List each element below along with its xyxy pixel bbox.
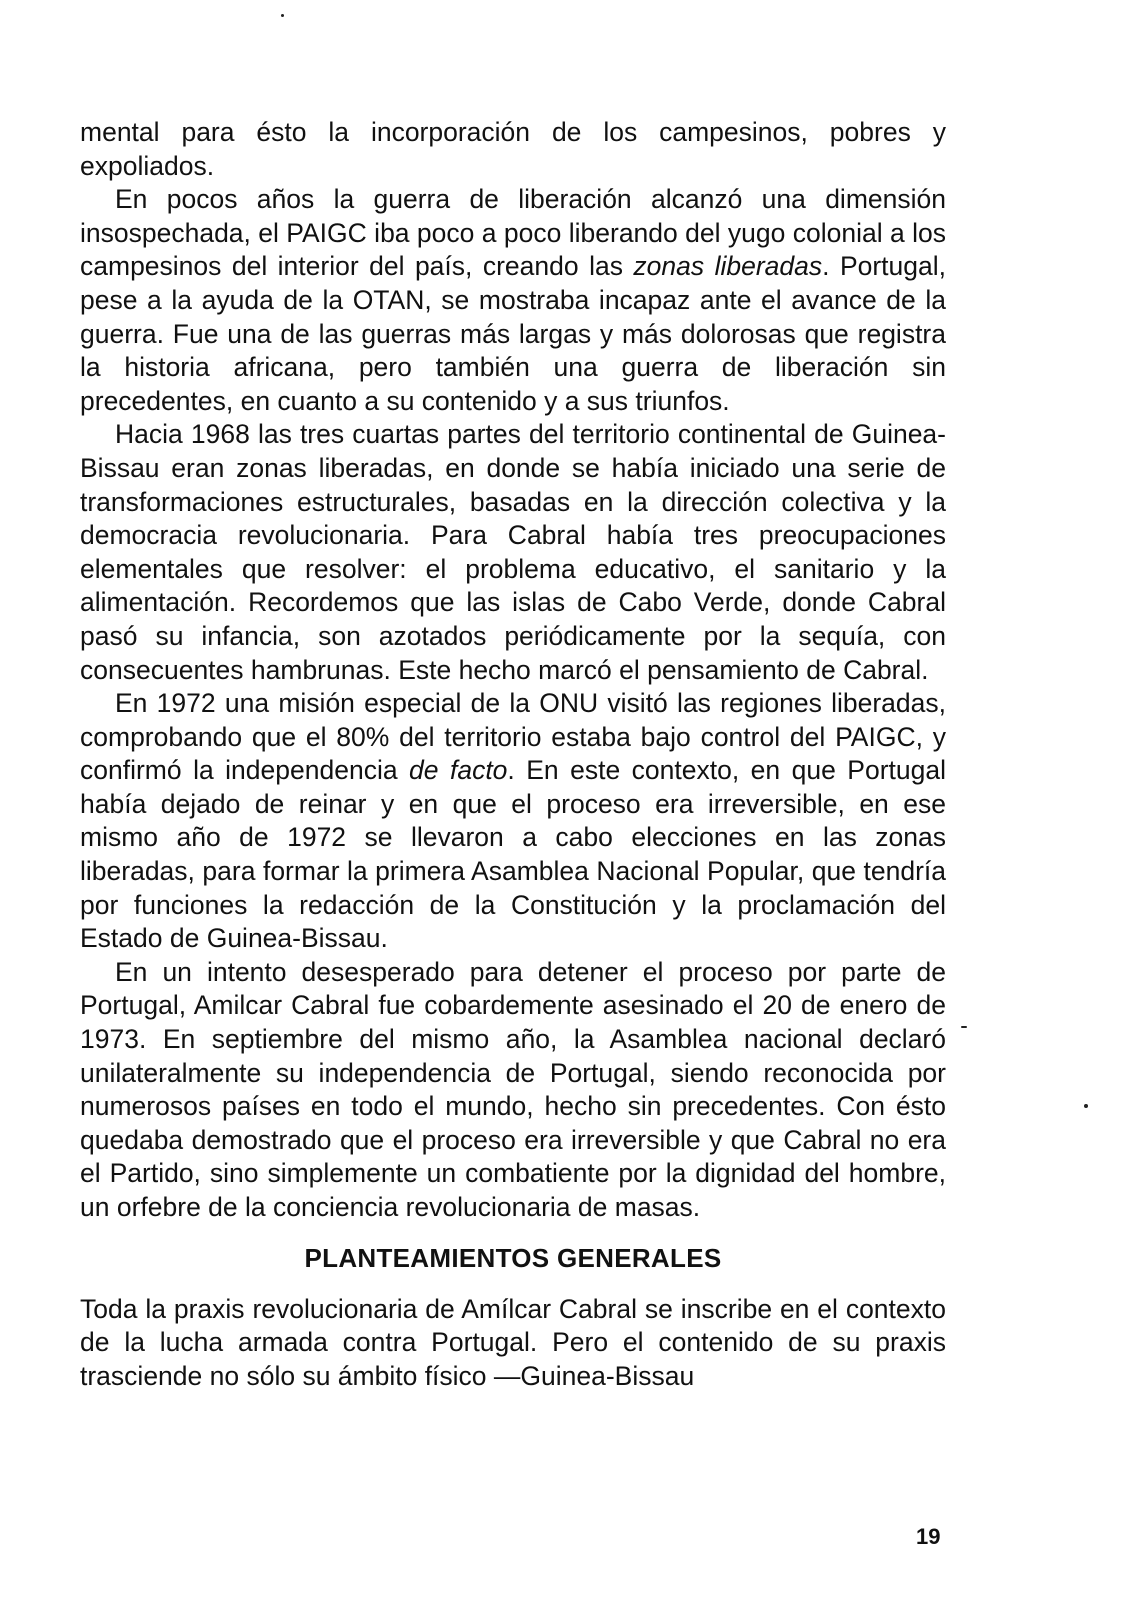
paragraph-4 — [80, 687, 946, 956]
paragraph-2-text-after: . Portugal, pese a la ayuda de la OTAN, se mostraba incapaz ante el avance de la guerra. Fue una de las guerras más largas y más dolorosas que registra la historia africana, pero también una guerra de liberación sin precedentes, en cuanto a su contenido y a sus triunfos. — [80, 251, 947, 416]
paragraph-after-heading-text: Toda la praxis revolucionaria de Amílcar Cabral se inscribe en el contexto de la lucha armada contra Portugal. Pero el contenido de su praxis trasciende no sólo su ámbito físico —Guinea-Bissau — [80, 1293, 946, 1391]
paragraph-2-emphasis: zonas liberadas — [633, 251, 823, 282]
scan-speck — [1084, 1104, 1088, 1108]
paragraph-3 — [80, 418, 946, 687]
scan-speck — [961, 1026, 967, 1028]
paragraph-1-text: mental para ésto la incorporación de los campesinos, pobres y expoliados. — [80, 117, 946, 181]
scan-speck — [281, 14, 284, 17]
paragraph-2 — [80, 183, 946, 418]
paragraph-1 — [80, 116, 946, 183]
paragraph-5-text: En un intento desesperado para detener el proceso por parte de Portugal, Amilcar Cabral fue cobardemente asesinado el 20 de enero de 1973. En septiembre del mismo año, la Asamblea nacional declaró unilateralmente su independencia de Portugal, siendo reconocida por numerosos países en todo el mundo, hecho sin precedentes. Con ésto quedaba demostrado que el proceso era irreversible y que Cabral no era el Partido, sino simplemente un combatiente por la dignidad del hombre, un orfebre de la conciencia revolucionaria de masas. — [80, 956, 946, 1222]
paragraph-2-text: En pocos años la guerra de liberación alcanzó una dimensión insospechada, el PAIGC iba poco a poco liberando del yugo colonial a los campesinos del interior del país, creando las — [80, 184, 946, 282]
page-number: 19 — [916, 1524, 941, 1549]
paragraph-after-heading — [80, 1293, 946, 1394]
paragraph-4-emphasis: de facto — [409, 755, 508, 786]
page-body — [80, 116, 946, 1393]
paragraph-5 — [80, 956, 946, 1225]
paragraph-4-text-after: . En este contexto, en que Portugal había dejado de reinar y en que el proceso era irreversible, en ese mismo año de 1972 se llevaron a cabo elecciones en las zonas liberadas, para formar la primera Asamblea Nacional Popular, que tendría por funciones la redacción de la Constitución y la proclamación del Estado de Guinea-Bissau. — [80, 755, 946, 954]
section-heading: PLANTEAMIENTOS GENERALES — [304, 1242, 722, 1273]
paragraph-4-text: En 1972 una misión especial de la ONU visitó las regiones liberadas, comprobando que el 80% del territorio estaba bajo control del PAIGC, y confirmó la independencia — [80, 688, 946, 786]
paragraph-3-text: Hacia 1968 las tres cuartas partes del territorio continental de Guinea-Bissau eran zonas liberadas, en donde se había iniciado una serie de transformaciones estructurales, basadas en la dirección colectiva y la democracia revolucionaria. Para Cabral había tres preocupaciones elementales que resolver: el problema educativo, el sanitario y la alimentación. Recordemos que las islas de Cabo Verde, donde Cabral pasó su infancia, son azotados periódicamente por la sequía, con consecuentes hambrunas. Este hecho marcó el pensamiento de Cabral. — [80, 419, 946, 685]
